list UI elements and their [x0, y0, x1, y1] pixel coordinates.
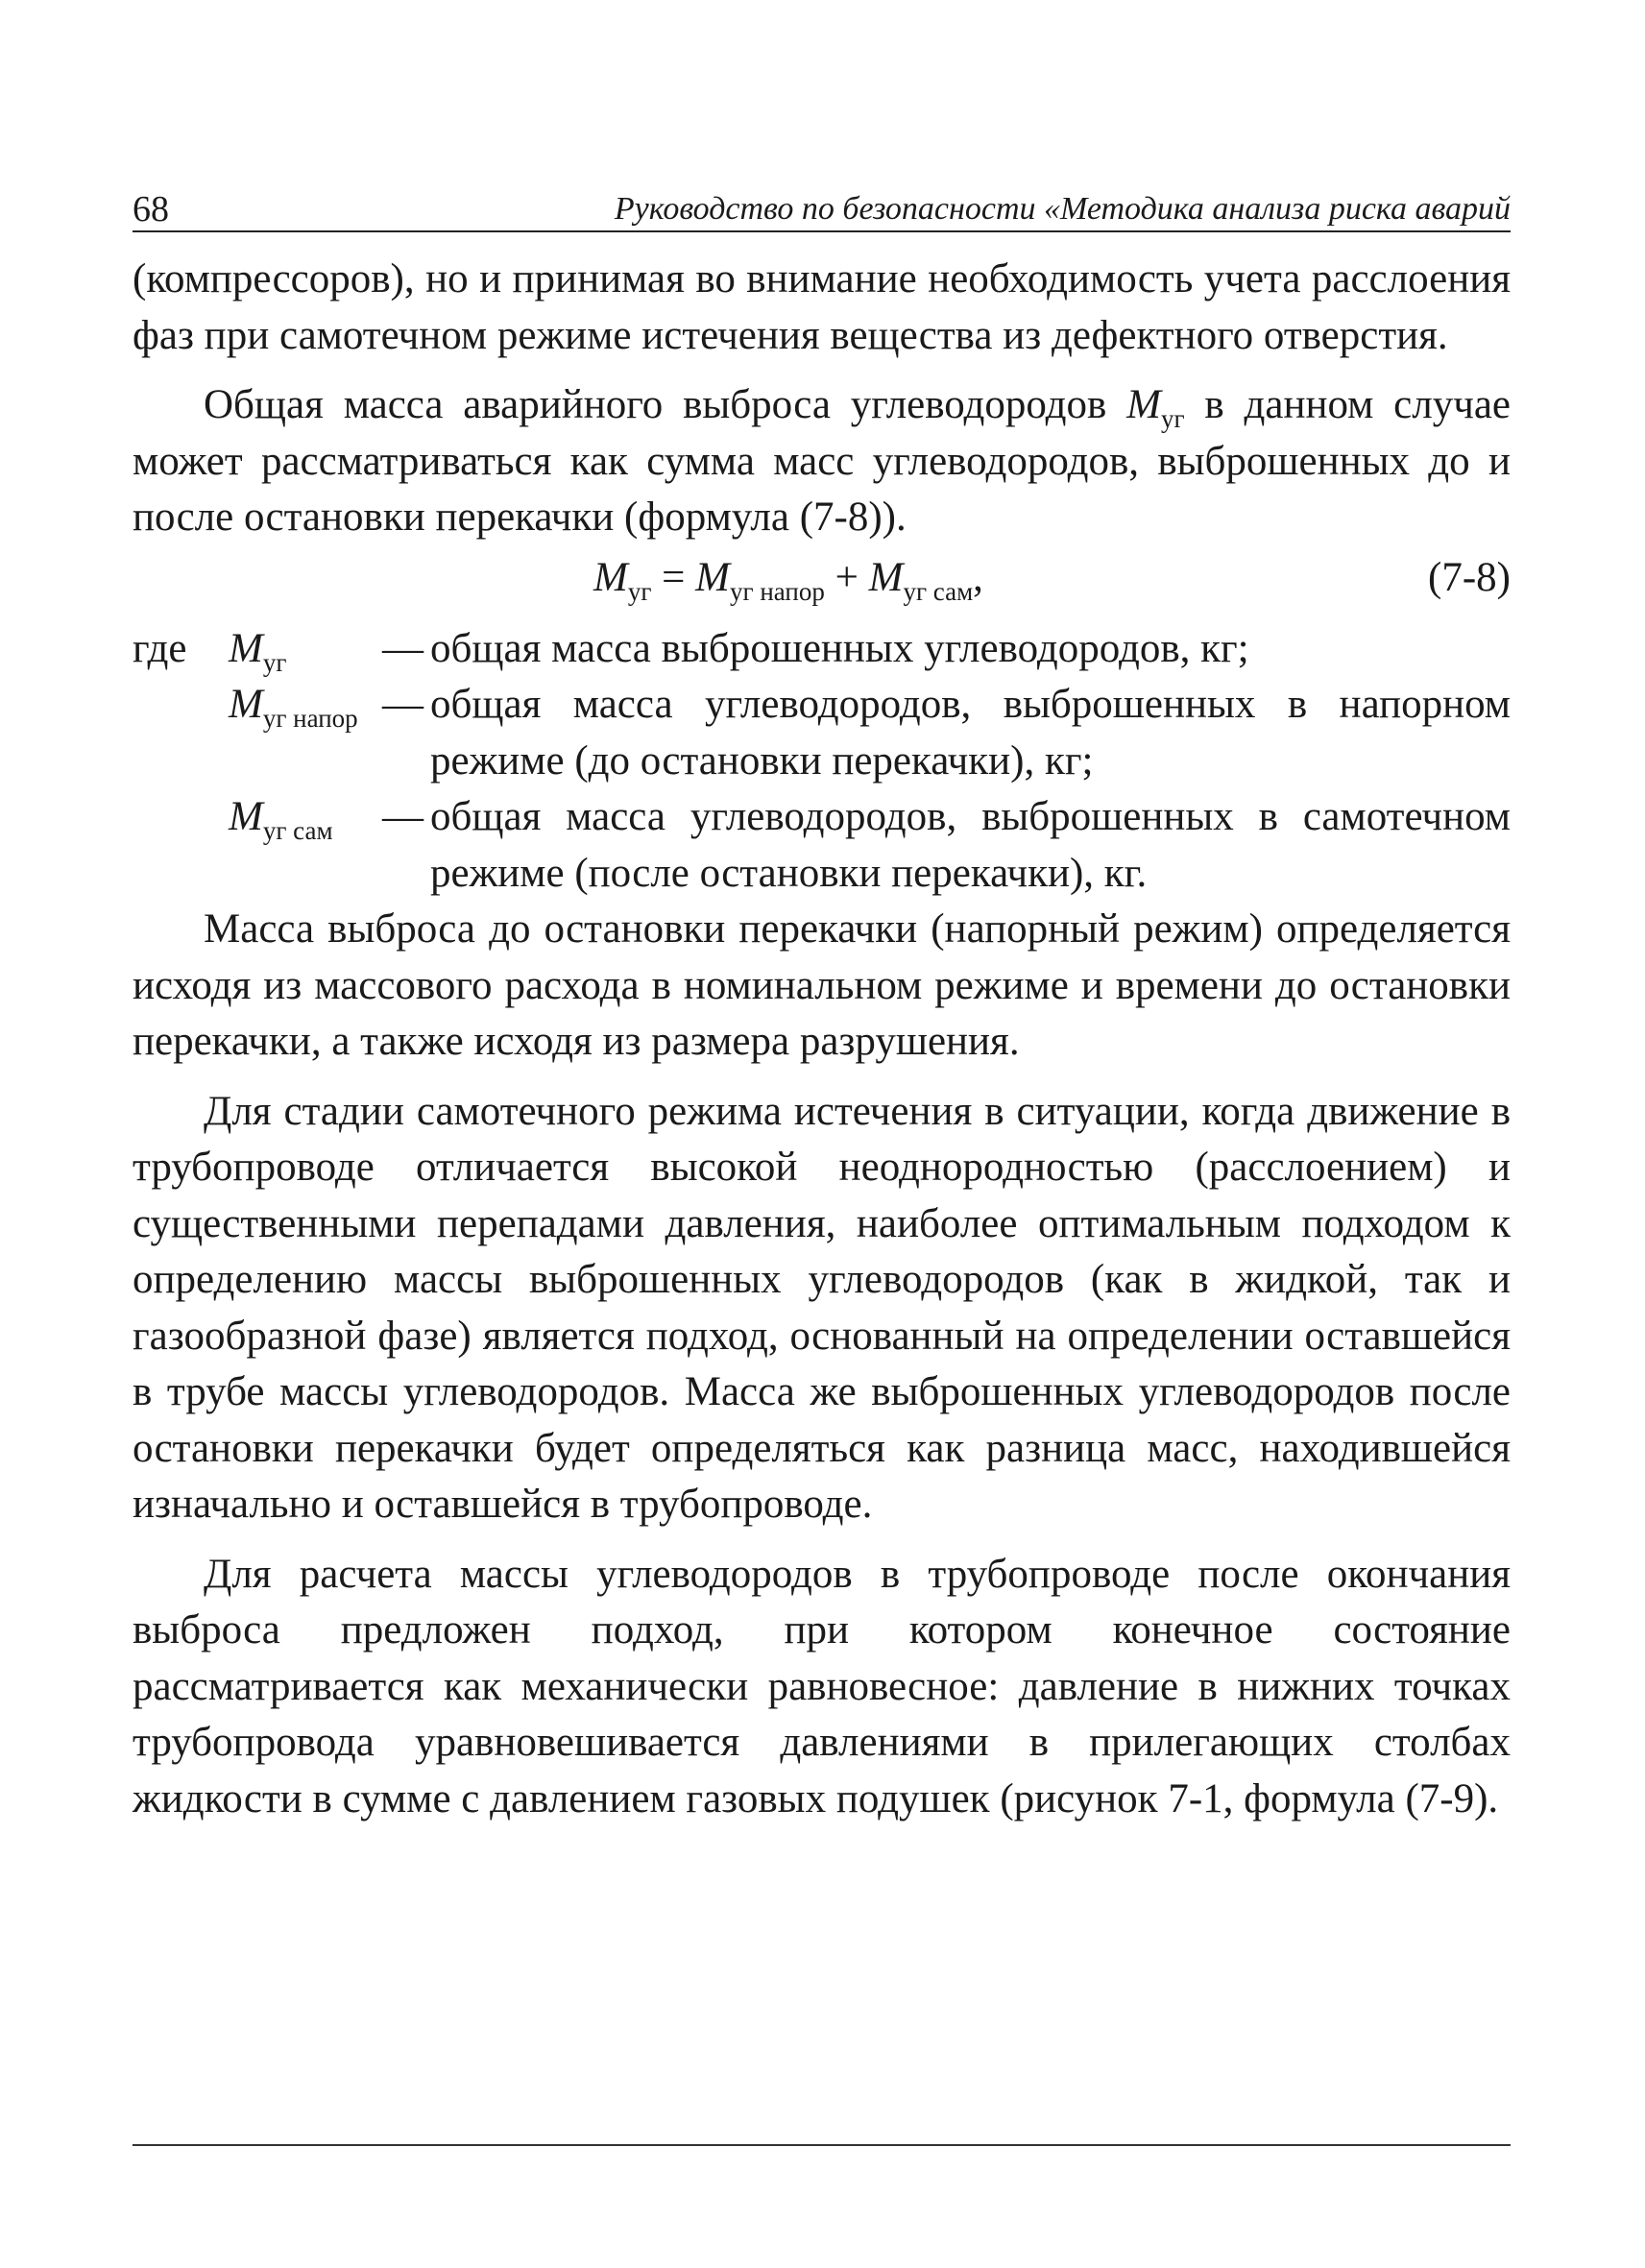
definition-dash: — — [382, 682, 423, 727]
formula-number: (7-8) — [1428, 554, 1511, 600]
definition-symbol — [229, 789, 382, 846]
formula-term2-symbol: М — [868, 554, 904, 600]
definitions-list — [133, 621, 1511, 903]
definition-row — [133, 677, 1511, 789]
running-header — [133, 184, 1511, 232]
paragraph-5: Для расчета массы углеводородов в трубопроводе после окончания выброса предложен подход, при котором конечное состояние рассматривается как механически равновесное: давление в нижних точках трубопровода уравновешивается давлениями в прилегающих столбах жидкости в сумме с давлением газовых подушек (рисунок 7-1, формула (7-9). — [133, 1551, 1511, 1822]
definition-text: общая масса углеводородов, выброшенных в напорном режиме (до остановки перекачки), кг; — [430, 682, 1511, 784]
definition-row — [133, 621, 1511, 678]
definition-dash: — — [382, 794, 423, 839]
definition-symbol-subscript: уг напор — [262, 704, 358, 733]
paragraph-2 — [133, 377, 1511, 546]
formula-term1-symbol: М — [695, 554, 730, 600]
definition-text: общая масса выброшенных углеводородов, кг; — [430, 625, 1249, 671]
running-title: Руководство по безопасности «Методика анализа риска аварий — [614, 191, 1511, 227]
formula-lhs-symbol: М — [593, 554, 628, 600]
paragraph-4: Для стадии самотечного режима истечения в ситуации, когда движение в трубопроводе отличается высокой неоднородностью (расслоением) и существенными перепадами давления, наиболее оптимальным подходом к определению массы выброшенных углеводородов (как в жидкой, так и газообразной фазе) является подход, основанный на определении оставшейся в трубе массы углеводородов. Масса же выброшенных углеводородов после остановки перекачки будет определяться как разница масс, находившейся изначально и оставшейся в трубопроводе. — [133, 1088, 1511, 1527]
definition-symbol — [229, 621, 382, 678]
mass-symbol: М — [1126, 382, 1161, 427]
definition-symbol — [229, 677, 382, 734]
formula-7-8 — [133, 550, 1511, 614]
formula-lhs-subscript: уг — [627, 576, 652, 606]
definition-text: общая масса углеводородов, выброшенных в самотечном режиме (после остановки перекачки), кг. — [430, 794, 1511, 896]
paragraph-3: Масса выброса до остановки перекачки (напорный режим) определяется исходя из массового расхода в номинальном режиме и времени до остановки перекачки, а также исходя из размера разрушения. — [133, 906, 1511, 1064]
definitions-lead: где — [133, 625, 187, 671]
definition-symbol-subscript: уг — [262, 647, 287, 677]
definition-dash: — — [382, 625, 423, 671]
definition-symbol-letter: М — [229, 625, 263, 671]
formula-trailing: , — [973, 554, 983, 600]
paragraph-1: (компрессоров), но и принимая во внимание необходимость учета расслоения фаз при самотечном режиме истечения вещества из дефектного отверстия. — [133, 256, 1511, 358]
definition-symbol-subscript: уг сам — [262, 816, 333, 845]
definition-symbol-letter: М — [229, 682, 263, 727]
mass-subscript: уг — [1160, 404, 1185, 433]
formula-term2-subscript: уг сам — [903, 576, 974, 606]
definition-row — [133, 789, 1511, 902]
footer-rule — [133, 2144, 1511, 2146]
formula-plus: + — [824, 554, 869, 600]
paragraph-2-text-after: в данном случае может рассматриваться как сумма масс углеводородов, выброшенных до и после остановки перекачки (формула (7-8)). — [133, 382, 1511, 540]
page-number: 68 — [133, 189, 169, 229]
definition-symbol-letter: М — [229, 794, 263, 839]
paragraph-2-text-before: Общая масса аварийного выброса углеводородов — [204, 382, 1127, 427]
formula-expression — [593, 550, 983, 607]
body-text — [133, 252, 1511, 1827]
formula-equals: = — [651, 554, 696, 600]
formula-term1-subscript: уг напор — [730, 576, 825, 606]
